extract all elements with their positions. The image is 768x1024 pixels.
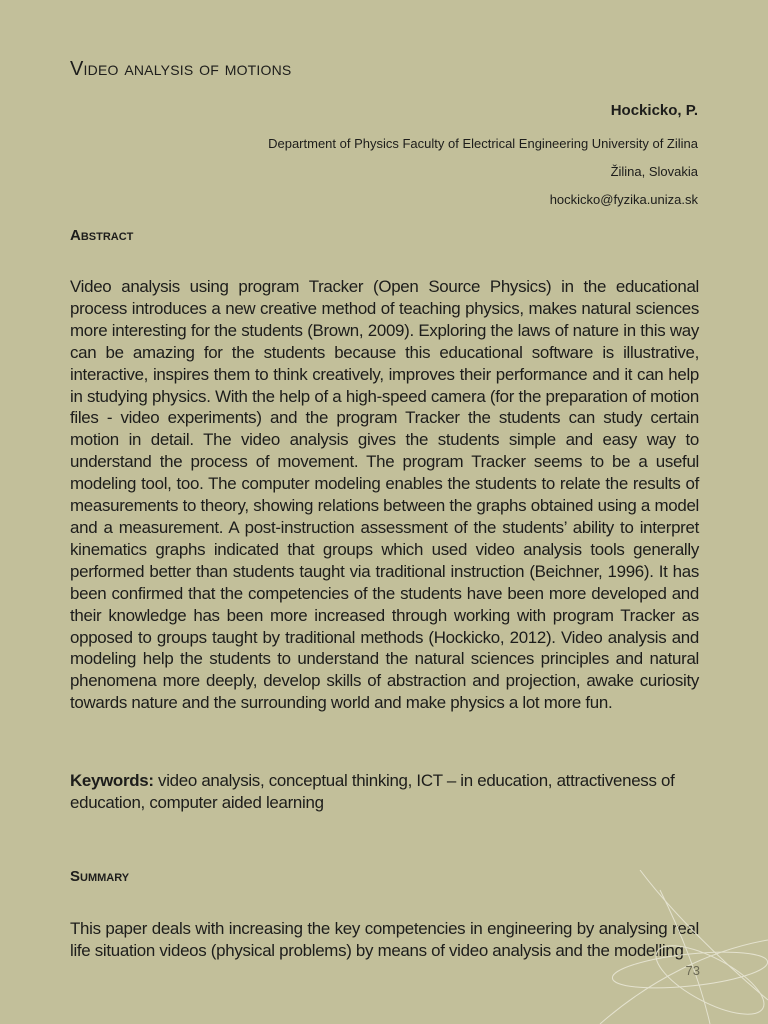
author-department: Department of Physics Faculty of Electrical Engineering University of Zilina bbox=[268, 136, 698, 151]
keywords-paragraph bbox=[70, 770, 699, 814]
summary-text: This paper deals with increasing the key competencies in engineering by analysing real life situation videos (physical problems) by means of video analysis and the modelling bbox=[70, 919, 699, 960]
keywords-label: Keywords: bbox=[70, 771, 154, 790]
author-location: Žilina, Slovakia bbox=[610, 164, 698, 179]
author-email[interactable]: hockicko@fyzika.uniza.sk bbox=[549, 192, 698, 207]
author-block bbox=[268, 100, 698, 214]
summary-heading: Summary bbox=[70, 868, 130, 885]
paper-title: Video analysis of motions bbox=[70, 58, 292, 80]
page-number: 73 bbox=[685, 963, 700, 978]
abstract-text: Video analysis using program Tracker (Open Source Physics) in the educational process introduces a new creative method of teaching physics, makes natural sciences more interesting for the students (Brown, 2009). Exploring the laws of nature in this way can be amazing for the students because this educational software is illustrative, interactive, inspires them to think creatively, improves their performance and it can help in studying physics. With the help of a high-speed camera (for the preparation of motion files - video experiments) and the program Tracker the students can study certain motion in detail. The video analysis gives the students simple and easy way to understand the process of movement. The program Tracker seems to be a useful modeling tool, too. The computer modeling enables the students to relate the results of measurements to theory, showing relations between the graphs obtained using a model and a measurement. A post-instruction assessment of the students’ ability to interpret kinematics graphs indicated that groups which used video analysis tools generally performed better than students taught via traditional instruction (Beichner, 1996). It has been confirmed that the competencies of the students have been more developed and their knowledge has been more increased through working with program Tracker as opposed to groups taught by traditional methods (Hockicko, 2012). Video analysis and modeling help the students to understand the natural sciences principles and natural phenomena more deeply, develop skills of abstraction and projection, awake curiosity towards nature and the surrounding world and make physics a lot more fun. bbox=[70, 277, 699, 713]
abstract-heading: Abstract bbox=[70, 227, 134, 244]
author-name: Hockicko, P. bbox=[610, 102, 698, 119]
orbit-lines-icon bbox=[560, 870, 768, 1024]
keywords-text: video analysis, conceptual thinking, ICT – in education, attractiveness of education, computer aided learning bbox=[70, 771, 675, 812]
